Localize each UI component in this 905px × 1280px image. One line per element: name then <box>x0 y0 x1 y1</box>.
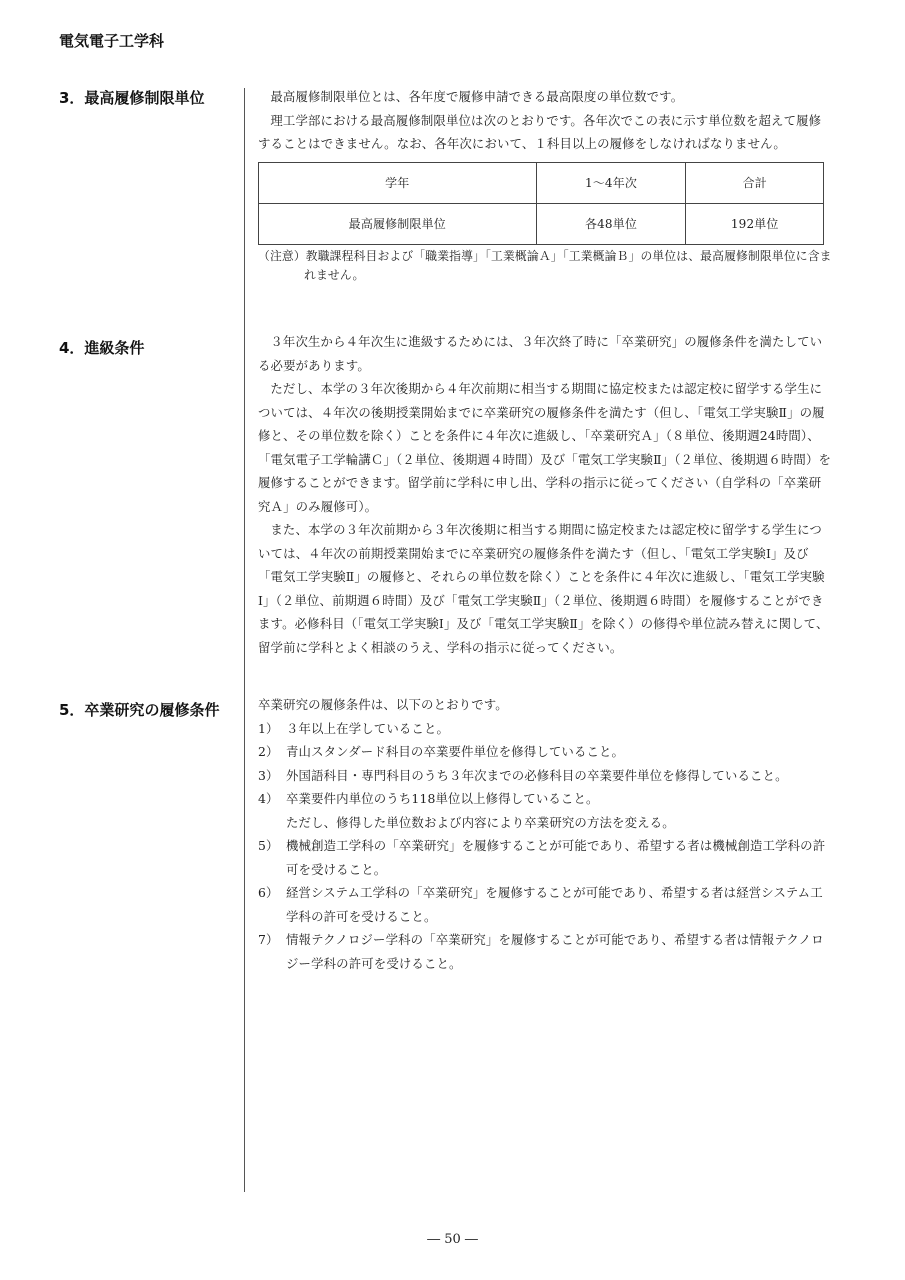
section-3-para-2: 理工学部における最高履修制限単位は次のとおりです。各年次でこの表に示す単位数を超えて履修することはできません。なお、各年次において、１科目以上の履修をしなければなりません。 <box>258 112 822 151</box>
list-item <box>258 881 832 928</box>
list-item-number: 3） <box>258 767 279 783</box>
list-item <box>258 764 832 788</box>
section-4-para-1: ３年次生から４年次生に進級するためには、３年次終了時に「卒業研究」の履修条件を満たしている必要があります。 <box>258 334 823 373</box>
list-item-main: 卒業要件内単位のうち118単位以上修得していること。 <box>286 791 599 806</box>
list-item-text: 情報テクノロジー学科の「卒業研究」を履修することが可能であり、希望する者は情報テクノロジー学科の許可を受けること。 <box>286 932 824 971</box>
page-number: ― 50 ― <box>427 1232 478 1247</box>
section-5-intro: 卒業研究の履修条件は、以下のとおりです。 <box>258 697 508 712</box>
section-4-body <box>258 330 832 659</box>
list-item <box>258 717 832 741</box>
list-item <box>258 787 832 834</box>
table-cell: 合計 <box>686 162 824 203</box>
list-item-number: 5） <box>258 838 279 853</box>
list-item <box>258 740 832 764</box>
table-row <box>259 203 824 244</box>
table-cell: 学年 <box>259 162 537 203</box>
table-cell: 各48単位 <box>536 203 686 244</box>
section-5-body <box>258 693 832 975</box>
list-item-text: ３年以上在学していること。 <box>286 720 450 736</box>
list-item-text: 経営システム工学科の「卒業研究」を履修することが可能であり、希望する者は経営システム工学科の許可を受けること。 <box>286 885 823 924</box>
list-item-number: 4） <box>258 791 279 806</box>
section-4-para-2: ただし、本学の３年次後期から４年次前期に相当する期間に協定校または認定校に留学する学生については、４年次の後期授業開始までに卒業研究の履修条件を満たす（但し、「電気工学実験Ⅱ」の履修と、その単位数を除く）ことを条件に４年次に進級し、「卒業研究Ａ」（８単位、後期週24時間）、「電気電子工学輪講Ｃ」（２単位、後期週４時間）及び「電気工学実験Ⅱ」（２単位、後期週６時間）を履修することができます。留学前に学科に申し出、学科の指示に従ってください（自学科の「卒業研究Ａ」のみ履修可）。 <box>258 381 832 514</box>
table-cell: 最高履修制限単位 <box>259 203 537 244</box>
list-item-text: 機械創造工学科の「卒業研究」を履修することが可能であり、希望する者は機械創造工学科の許可を受けること。 <box>286 838 826 877</box>
list-item-number: 6） <box>258 885 279 900</box>
list-item-number: 7） <box>258 932 279 947</box>
list-item <box>258 928 832 975</box>
list-item-number: 2） <box>258 744 279 759</box>
section-5-title: 5．卒業研究の履修条件 <box>59 701 220 719</box>
table-note: （注意）教職課程科目および「職業指導」「工業概論Ａ」「工業概論Ｂ」の単位は、最高履修制限単位に含まれません。 <box>258 248 832 282</box>
list-item-number: 1） <box>258 720 279 736</box>
table-cell: 192単位 <box>686 203 824 244</box>
department-header: 電気電子工学科 <box>59 32 165 50</box>
list-item-text: 青山スタンダード科目の卒業要件単位を修得していること。 <box>286 744 625 759</box>
vertical-divider <box>244 88 245 1192</box>
section-3-title: 3．最高履修制限単位 <box>59 89 205 107</box>
table-cell: 1～4年次 <box>536 162 686 203</box>
section-4-para-3: また、本学の３年次前期から３年次後期に相当する期間に協定校または認定校に留学する学生については、４年次の前期授業開始までに卒業研究の履修条件を満たす（但し、「電気工学実験Ⅰ」及び「電気工学実験Ⅱ」の履修と、それらの単位数を除く）ことを条件に４年次に進級し、「電気工学実験Ⅰ」（２単位、前期週６時間）及び「電気工学実験Ⅱ」（２単位、後期週６時間）を履修することができます。必修科目（「電気工学実験Ⅰ」及び「電気工学実験Ⅱ」を除く）の修得や単位読み替えに関して、留学前に学科とよく相談のうえ、学科の指示に従ってください。 <box>258 522 829 655</box>
list-item-text <box>286 787 832 834</box>
section-3-body <box>258 85 832 285</box>
section-4-title: 4．進級条件 <box>59 339 145 357</box>
table-header-row <box>259 162 824 203</box>
list-item <box>258 834 832 881</box>
list-item-subtext: ただし、修得した単位数および内容により卒業研究の方法を変える。 <box>286 814 675 830</box>
list-item-text: 外国語科目・専門科目のうち３年次までの必修科目の卒業要件単位を修得していること。 <box>286 767 788 783</box>
credit-limit-table <box>258 162 824 245</box>
section-3-para-1: 最高履修制限単位とは、各年度で履修申請できる最高限度の単位数です。 <box>270 89 684 104</box>
